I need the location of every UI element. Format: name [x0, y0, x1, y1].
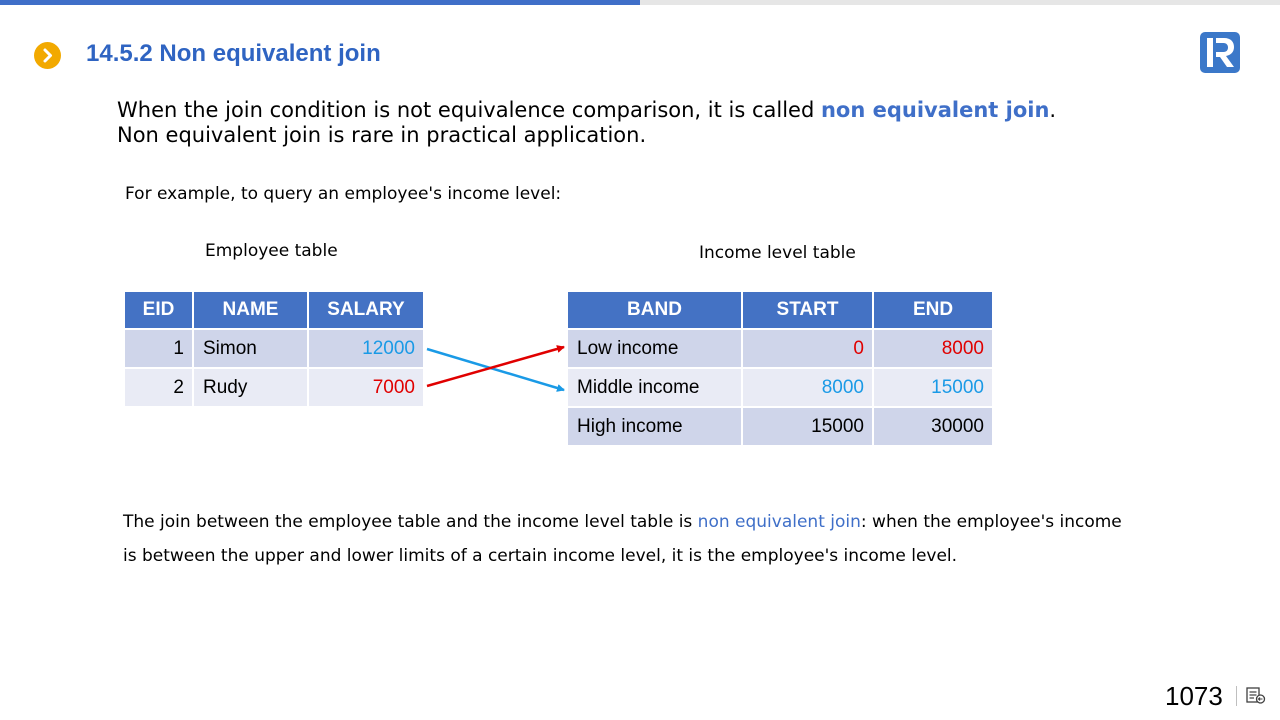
column-header: END: [873, 291, 993, 329]
intro-text-end: . Non equivalent join is rare in practical application.: [117, 98, 1057, 147]
income-level-table: [566, 290, 994, 447]
footer-divider: [1236, 686, 1237, 706]
notes-icon[interactable]: [1246, 687, 1266, 705]
conclusion-text: The join between the employee table and the income level table is: [123, 512, 698, 532]
column-header: EID: [124, 291, 193, 329]
conclusion-highlight: non equivalent join: [697, 512, 861, 532]
logo-icon: [1199, 31, 1241, 74]
start-cell: 0: [742, 329, 873, 368]
conclusion-text-end: : when the employee's income is between the upper and lower limits of a certain income level, it is the employee's income level.: [123, 512, 1122, 566]
table-row: [124, 329, 424, 368]
table-header-row: [124, 291, 424, 329]
name-cell: Rudy: [193, 368, 308, 407]
page-title: 14.5.2 Non equivalent join: [86, 40, 381, 67]
end-cell: 8000: [873, 329, 993, 368]
page-number: 1073: [1165, 681, 1223, 711]
column-header: NAME: [193, 291, 308, 329]
band-cell: Low income: [567, 329, 742, 368]
salary-cell: 12000: [308, 329, 424, 368]
intro-paragraph: [117, 98, 1077, 148]
arrow-salary-7000-to-low-income: [427, 347, 564, 386]
intro-text: When the join condition is not equivalence comparison, it is called: [117, 98, 821, 122]
band-cell: High income: [567, 407, 742, 446]
eid-cell: 1: [124, 329, 193, 368]
income-table-caption: Income level table: [699, 243, 856, 263]
table-row: [124, 368, 424, 407]
column-header: BAND: [567, 291, 742, 329]
end-cell: 15000: [873, 368, 993, 407]
start-cell: 15000: [742, 407, 873, 446]
eid-cell: 2: [124, 368, 193, 407]
table-row: [567, 407, 993, 446]
conclusion-paragraph: [123, 505, 1123, 573]
name-cell: Simon: [193, 329, 308, 368]
progress-bar: [0, 0, 640, 5]
chevron-right-icon: [34, 42, 61, 69]
table-header-row: [567, 291, 993, 329]
salary-cell: 7000: [308, 368, 424, 407]
band-cell: Middle income: [567, 368, 742, 407]
employee-table: [123, 290, 425, 408]
column-header: SALARY: [308, 291, 424, 329]
table-row: [567, 368, 993, 407]
end-cell: 30000: [873, 407, 993, 446]
table-row: [567, 329, 993, 368]
intro-highlight: non equivalent join: [820, 98, 1050, 122]
column-header: START: [742, 291, 873, 329]
start-cell: 8000: [742, 368, 873, 407]
progress-track: [0, 0, 1280, 5]
arrow-salary-12000-to-middle-income: [427, 349, 564, 390]
employee-table-caption: Employee table: [205, 241, 338, 261]
example-text: For example, to query an employee's income level:: [125, 184, 562, 204]
